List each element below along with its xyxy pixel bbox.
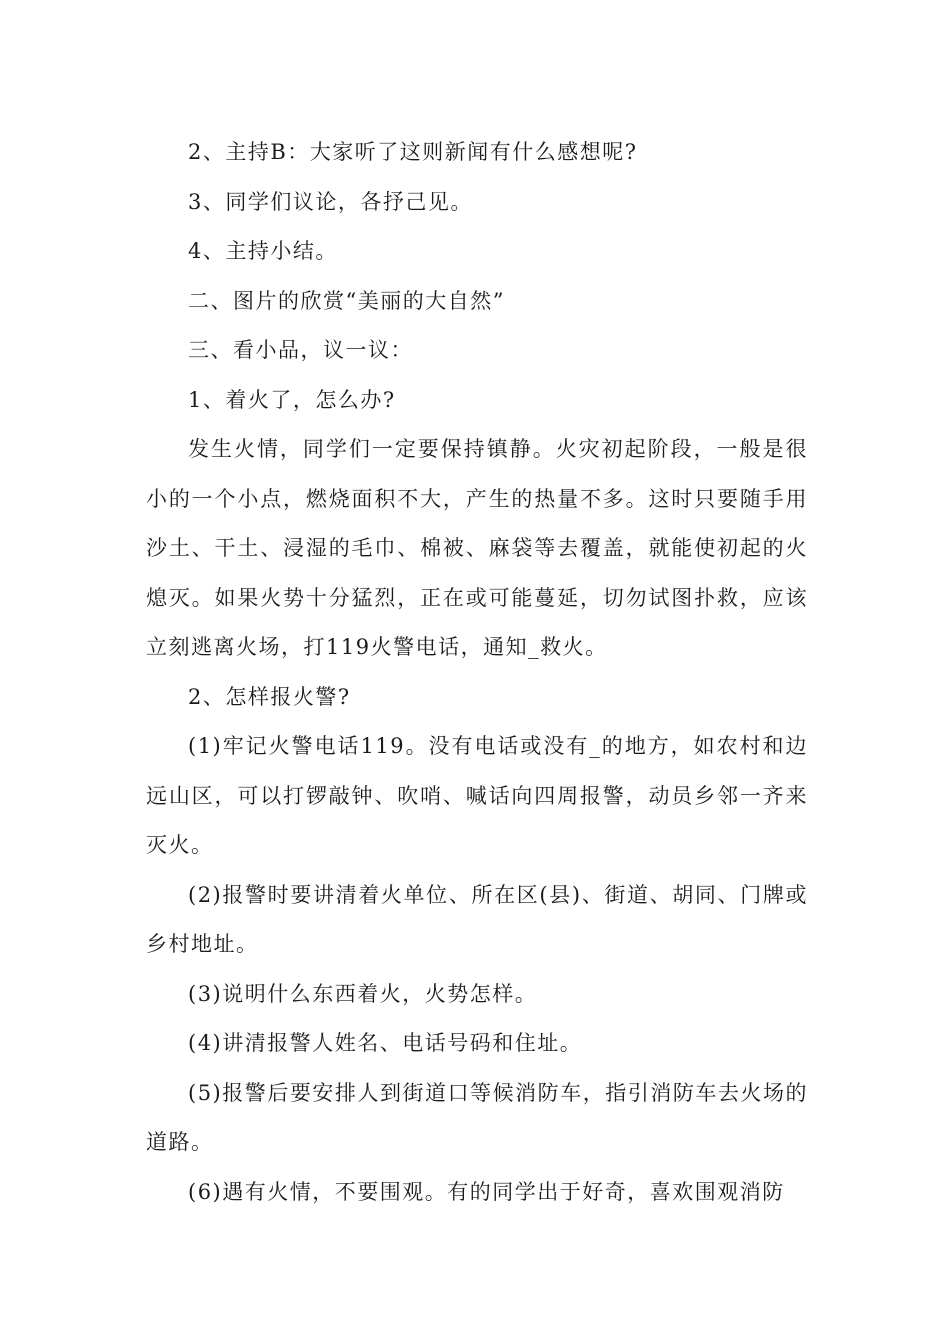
list-item-1: (1)牢记火警电话119。没有电话或没有_的地方，如农村和边远山区，可以打锣敲钟、吹哨、喊话向四周报警，动员乡邻一齐来灭火。 [146,734,808,857]
subheading-on-fire: 1、着火了，怎么办? [188,387,396,412]
list-item-2: (2)报警时要讲清着火单位、所在区(县)、街道、胡同、门牌或乡村地址。 [146,882,808,956]
section-heading-sketch: 三、看小品，议一议： [188,338,413,362]
list-item-5: (5)报警后要安排人到街道口等候消防车，指引消防车去火场的道路。 [146,1080,808,1154]
paragraph-discussion: 3、同学们议论，各抒己见。 [188,189,473,214]
list-item-6: (6)遇有火情，不要围观。有的同学出于好奇，喜欢围观消防 [188,1179,785,1204]
section-heading-pictures: 二、图片的欣赏“美丽的大自然” [188,288,505,313]
subheading-report-fire: 2、怎样报火警? [188,684,351,709]
paragraph-host-b-question: 2、主持B：大家听了这则新闻有什么感想呢? [188,140,638,164]
list-item-3: (3)说明什么东西着火，火势怎样。 [188,981,538,1006]
document-body [146,128,808,1217]
list-item-4: (4)讲清报警人姓名、电话号码和住址。 [188,1031,583,1055]
paragraph-fire-response: 发生火情，同学们一定要保持镇静。火灾初起阶段，一般是很小的一个小点，燃烧面积不大，产生的热量不多。这时只要随手用沙土、干土、浸湿的毛巾、棉被、麻袋等去覆盖，就能使初起的火熄灭。如果火势十分猛烈，正在或可能蔓延，切勿试图扑救，应该立刻逃离火场，打119火警电话，通知_救火。 [146,437,808,659]
paragraph-summary: 4、主持小结。 [188,239,338,263]
